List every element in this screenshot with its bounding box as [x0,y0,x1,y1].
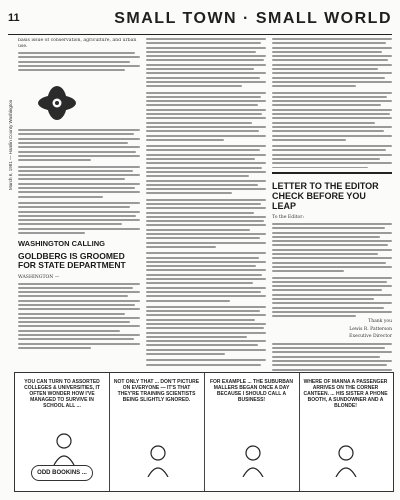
panel-3-caption: FOR EXAMPLE ... THE SUBURBAN MALLERS BEGAN ONCE A DAY BECAUSE I SHOULD CALL A BUSINESS! [209,379,294,403]
cartoon-panel-3 [204,373,300,491]
letter-body [272,223,392,317]
dateline: WASHINGTON — [18,274,60,280]
panel-2-caption: NOT ONLY THAT ... DON'T PICTURE ON EVERYONE — IT'S THAT THEY'RE TRAINING SCIENTISTS BEING SLIGHTLY IGNORED. [113,379,200,403]
cartoon-banner: ODD BOOKINS ... [31,465,93,481]
page-header [8,10,392,35]
washington-headline: GOLDBERG IS GROOMED FOR STATE DEPARTMENT [18,250,126,271]
letter-signature-name: Lewis R. Patterson [349,326,392,332]
section-title: SMALL TOWN · SMALL WORLD [114,10,392,27]
letter-headline: LETTER TO THE EDITOR CHECK BEFORE YOU LEAP [272,181,379,211]
page-number: 11 [8,12,20,24]
date-strip: March 6, 1981 — Hamlin County Washington [8,99,13,190]
body-text [18,129,140,234]
body-text [272,38,392,168]
body-text [146,38,266,368]
right-column [272,38,392,168]
letter-signoff: Thank you [368,319,392,325]
panel-1-caption: YOU CAN TURN TO ASSORTED COLLEGES & UNIVERSITIES, IT OFTEN WONDER HOW I'VE MANAGED TO SURVIVE IN SCHOOL ALL ... [24,379,100,409]
letter-signature-title: Executive Director [349,334,392,340]
letter-salutation: To the Editor: [272,215,305,220]
middle-column [146,38,266,368]
washington-kicker: WASHINGTON CALLING [18,239,105,249]
cartoon-panel-4 [299,373,392,491]
character-figure-icon [333,445,359,477]
body-text [18,283,140,349]
character-figure-icon [240,445,266,477]
character-figure-icon [145,445,171,477]
cartoon-panel-1 [15,373,110,491]
panel-4-caption: WHERE OF MANNA A PASSENGER ARRIVES ON THE CORNER CANTEEN. ... HIS SISTER A PHONE BOOTH, A SUNDOWNER AND A BLONDE! [303,379,388,409]
cartoon-strip [14,372,394,492]
body-text [18,52,140,71]
opening-text: basis issue of conservation, agriculture, and urban use. [18,38,137,49]
decorative-logo-icon [30,82,84,124]
character-figure-icon [51,433,77,465]
cartoon-panel-2 [109,373,205,491]
